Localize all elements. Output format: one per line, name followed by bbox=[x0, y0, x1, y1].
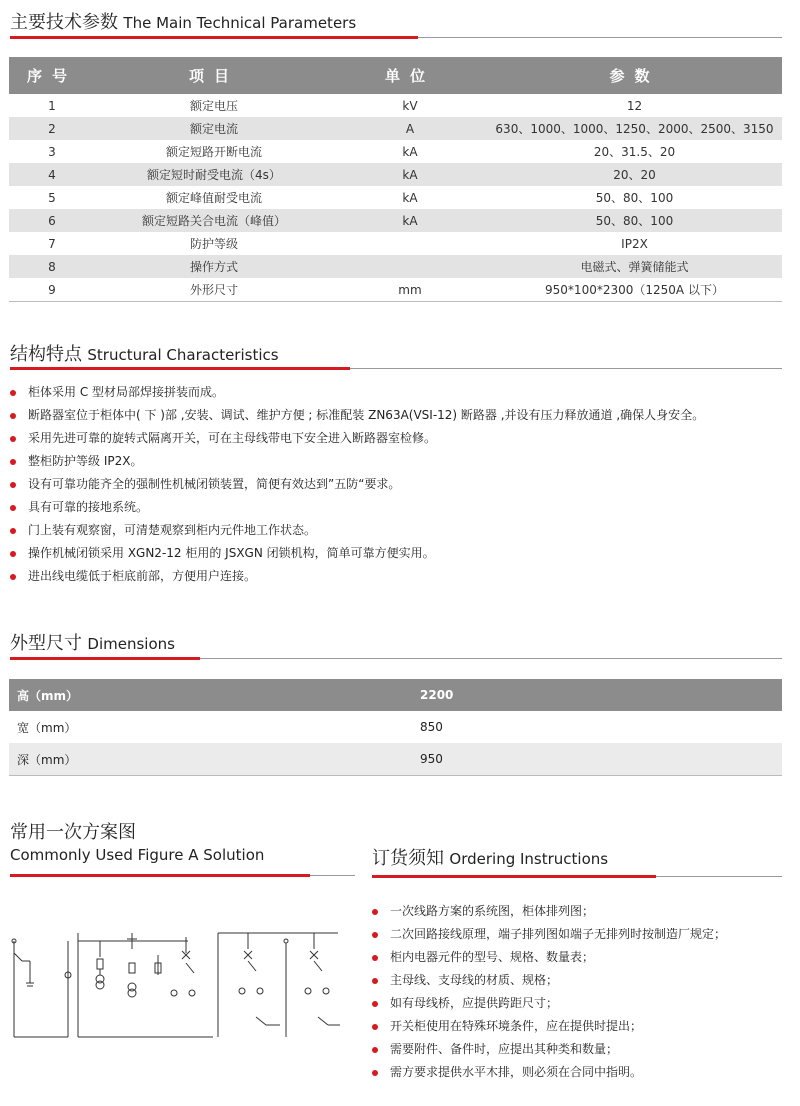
cell-value: IP2X bbox=[621, 236, 648, 251]
bullet-dot-icon bbox=[372, 909, 378, 915]
cell-item: 额定峰值耐受电流 bbox=[165, 191, 262, 205]
dimensions-table bbox=[9, 679, 782, 776]
bullet-dot-icon bbox=[372, 978, 378, 984]
cell-value: 950*100*2300（1250A 以下） bbox=[487, 278, 782, 302]
dim-value: 2200 bbox=[412, 679, 782, 711]
list-item bbox=[368, 923, 726, 946]
dim-label: 深（mm） bbox=[9, 743, 412, 776]
figure-title-cn: 常用一次方案图 bbox=[10, 822, 136, 843]
order-title-cn: 订货须知 bbox=[372, 848, 444, 869]
cell-value: 电磁式、弹簧储能式 bbox=[487, 255, 782, 278]
cell-item: 防护等级 bbox=[189, 237, 238, 251]
params-title-en: The Main Technical Parameters bbox=[123, 14, 357, 32]
cell-value: 20、20 bbox=[487, 163, 782, 186]
figure-title-accent bbox=[10, 874, 310, 877]
cell-item: 额定短路关合电流（峰值） bbox=[95, 209, 333, 232]
single-line-diagram bbox=[8, 925, 348, 1075]
cell-no: 1 bbox=[48, 98, 56, 113]
scheme-panel-2 bbox=[78, 933, 213, 1037]
cell-unit: kA bbox=[333, 209, 487, 232]
list-item-text: 设有可靠功能齐全的强制性机械闭锁装置，简便有效达到”五防“要求。 bbox=[28, 477, 401, 491]
bullet-dot-icon bbox=[10, 436, 16, 442]
list-item-text: 需方要求提供水平木排，则必须在合同中指明。 bbox=[390, 1065, 643, 1079]
bullet-dot-icon bbox=[10, 574, 16, 580]
cell-unit: kA bbox=[402, 144, 418, 159]
table-row bbox=[9, 117, 782, 140]
table-row bbox=[9, 232, 782, 255]
order-section-title bbox=[372, 844, 608, 870]
col-header-value: 参数 bbox=[487, 57, 782, 94]
bullet-dot-icon bbox=[10, 551, 16, 557]
list-item-text: 断路器室位于柜体中( 下 )部 ,安装、调试、维护方便 ; 标准配装 ZN63A(VSI-12) 断路器 ,并设有压力释放通道 ,确保人身安全。 bbox=[28, 408, 705, 422]
scheme-panel-3 bbox=[218, 933, 340, 1037]
list-item-text: 开关柜使用在特殊环境条件，应在提供时提出； bbox=[390, 1019, 643, 1033]
list-item bbox=[368, 1038, 726, 1061]
dim-value: 850 bbox=[420, 720, 443, 734]
col-header-no: 序号 bbox=[9, 57, 95, 94]
list-item bbox=[6, 519, 704, 542]
cell-unit bbox=[333, 255, 487, 278]
cell-no: 3 bbox=[48, 144, 56, 159]
cell-unit: kA bbox=[333, 163, 487, 186]
col-header-item: 项目 bbox=[95, 57, 333, 94]
cell-item: 额定电流 bbox=[95, 117, 333, 140]
figure-title-en: Commonly Used Figure A Solution bbox=[10, 846, 265, 864]
cell-item: 额定短时耐受电流（4s） bbox=[95, 163, 333, 186]
scheme-panel-1 bbox=[12, 939, 71, 1037]
table-row bbox=[9, 255, 782, 278]
dim-label: 高（mm） bbox=[9, 679, 412, 711]
cell-value: 630、1000、1000、1250、2000、2500、3150 bbox=[487, 117, 782, 140]
cell-unit: mm bbox=[333, 278, 487, 302]
params-title-cn: 主要技术参数 bbox=[10, 12, 118, 33]
ordering-list bbox=[368, 900, 726, 1084]
cell-value: 20、31.5、20 bbox=[593, 145, 676, 159]
params-header-row bbox=[9, 57, 782, 94]
cell-no: 2 bbox=[9, 117, 95, 140]
list-item-text: 采用先进可靠的旋转式隔离开关，可在主母线带电下安全进入断路器室检修。 bbox=[28, 431, 437, 445]
figure-section-title bbox=[10, 822, 264, 866]
dims-title-cn: 外型尺寸 bbox=[10, 633, 82, 654]
cell-no: 9 bbox=[9, 278, 95, 302]
list-item-text: 二次回路接线原理，端子排列图如端子无排列时按制造厂规定； bbox=[390, 927, 727, 941]
bullet-dot-icon bbox=[372, 955, 378, 961]
list-item-text: 门上装有观察窗，可清楚观察到柜内元件地工作状态。 bbox=[28, 523, 317, 537]
table-row bbox=[9, 278, 782, 302]
cell-no: 8 bbox=[9, 255, 95, 278]
list-item bbox=[368, 992, 726, 1015]
list-item-text: 如有母线桥，应提供跨距尺寸； bbox=[390, 996, 559, 1010]
dim-value: 950 bbox=[412, 743, 782, 776]
params-table bbox=[9, 57, 782, 302]
table-row bbox=[9, 743, 782, 776]
list-item-text: 柜体采用 C 型材局部焊接拼装而成。 bbox=[28, 385, 225, 399]
list-item bbox=[6, 427, 704, 450]
list-item bbox=[368, 946, 726, 969]
list-item bbox=[368, 1015, 726, 1038]
struct-section-title bbox=[10, 340, 279, 366]
table-row bbox=[9, 711, 782, 743]
table-row bbox=[9, 186, 782, 209]
bullet-dot-icon bbox=[10, 528, 16, 534]
cell-value: 12 bbox=[626, 98, 643, 113]
list-item-text: 柜内电器元件的型号、规格、数量表； bbox=[390, 950, 595, 964]
dims-title-accent bbox=[10, 657, 200, 660]
list-item bbox=[368, 969, 726, 992]
list-item bbox=[6, 565, 704, 588]
params-section-title bbox=[10, 8, 356, 34]
table-row bbox=[9, 209, 782, 232]
bullet-dot-icon bbox=[372, 932, 378, 938]
struct-title-accent bbox=[10, 367, 350, 370]
cell-unit: A bbox=[333, 117, 487, 140]
bullet-dot-icon bbox=[10, 459, 16, 465]
order-title-en: Ordering Instructions bbox=[449, 850, 609, 868]
table-row bbox=[9, 140, 782, 163]
cell-no: 5 bbox=[48, 190, 56, 205]
table-row bbox=[9, 94, 782, 117]
table-row bbox=[9, 679, 782, 711]
list-item-text: 需要附件、备件时，应提出其种类和数量； bbox=[390, 1042, 619, 1056]
cell-unit bbox=[333, 232, 487, 255]
cell-no: 7 bbox=[48, 236, 56, 251]
list-item bbox=[6, 381, 704, 404]
cell-item: 操作方式 bbox=[95, 255, 333, 278]
cell-item: 外形尺寸 bbox=[95, 278, 333, 302]
bullet-dot-icon bbox=[372, 1024, 378, 1030]
list-item bbox=[6, 473, 704, 496]
struct-title-cn: 结构特点 bbox=[10, 344, 82, 365]
list-item-text: 具有可靠的接地系统。 bbox=[28, 500, 149, 514]
bullet-dot-icon bbox=[10, 390, 16, 396]
list-item bbox=[6, 542, 704, 565]
cell-unit: kA bbox=[402, 190, 418, 205]
list-item-text: 进出线电缆低于柜底前部，方便用户连接。 bbox=[28, 569, 257, 583]
cell-value: 50、80、100 bbox=[487, 209, 782, 232]
dims-section-title bbox=[10, 629, 175, 655]
struct-title-en: Structural Characteristics bbox=[87, 346, 279, 364]
cell-item: 额定电压 bbox=[189, 99, 238, 113]
list-item bbox=[6, 496, 704, 519]
list-item bbox=[6, 450, 704, 473]
cell-item: 额定短路开断电流 bbox=[165, 145, 262, 159]
dim-label: 宽（mm） bbox=[17, 720, 77, 735]
list-item bbox=[368, 900, 726, 923]
bullet-dot-icon bbox=[372, 1047, 378, 1053]
cell-no: 4 bbox=[9, 163, 95, 186]
list-item-text: 主母线、支母线的材质、规格； bbox=[390, 973, 559, 987]
list-item bbox=[6, 404, 704, 427]
list-item-text: 操作机械闭锁采用 XGN2-12 柜用的 JSXGN 闭锁机构，简单可靠方便实用。 bbox=[28, 546, 435, 560]
params-title-accent bbox=[10, 36, 418, 39]
bullet-dot-icon bbox=[10, 505, 16, 511]
bullet-dot-icon bbox=[372, 1070, 378, 1076]
dims-title-en: Dimensions bbox=[87, 635, 175, 653]
bullet-dot-icon bbox=[372, 1001, 378, 1007]
list-item bbox=[368, 1061, 726, 1084]
list-item-text: 一次线路方案的系统图，柜体排列图； bbox=[390, 904, 595, 918]
order-title-accent bbox=[372, 875, 656, 878]
struct-list bbox=[6, 381, 704, 588]
cell-unit: kV bbox=[402, 98, 418, 113]
bullet-dot-icon bbox=[10, 482, 16, 488]
cell-value: 50、80、100 bbox=[595, 191, 674, 205]
list-item-text: 整柜防护等级 IP2X。 bbox=[28, 454, 143, 468]
bullet-dot-icon bbox=[10, 413, 16, 419]
cell-no: 6 bbox=[9, 209, 95, 232]
col-header-unit: 单位 bbox=[333, 57, 487, 94]
table-row bbox=[9, 163, 782, 186]
